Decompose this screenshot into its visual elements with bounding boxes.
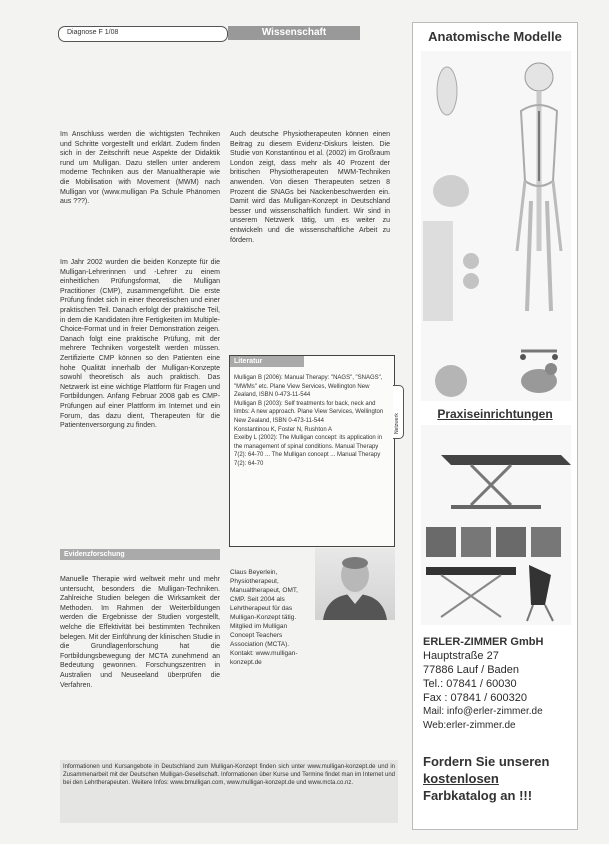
col2-paragraph-1: Auch deutsche Physiotherapeuten können einen Beitrag zu diesem Evidenz-Diskurs leisten. Die Studie von Konstantinou et al. (2002) im Großraum London zeigt, dass mehr als 40 Prozent der britischen Physiotherapeuten MWM-Techniken anwenden. Von diesen Therapeuten setzen 8 Prozent die SNAGs bei Nackenbeschwerden ein. Damit wird das Mulligan-Konzept in Deutschland besser und wissenschaftlich fundiert. Wir sind in unserem Netzwerk tätig, um es weiter zu entwickeln und die wissenschaftliche Arbeit zu fördern. <box>230 131 390 244</box>
literature-item: Konstantinou K, Foster N, Rushton A <box>234 426 333 433</box>
network-side-tab <box>393 385 404 439</box>
literature-item: Exelby L (2002): The Mulligan concept: its application in the management of spinal conditions. Manual Therapy 7(2): 64-70 ... The Mulligan concept ... Manual Therapy 7(2): 64-70 <box>234 435 383 467</box>
author-caption: Claus Beyerlein, Physiotherapeut, Manualtherapeut, OMT, CMP. Seit 2004 als Lehrtherapeut für das Mulligan-Konzept tätig. Mitglied im Mulligan Concept Teachers Association (MCTA). Kontakt: www.mulligan-konzept.de <box>230 569 298 666</box>
footnote-text: Informationen und Kursangebote in Deutschland zum Mulligan-Konzept finden sich unter www.mulligan-konzept.de und in Zusammenarbeit mit der Deutschen Mulligan-Gesellschaft. Informationen über Kurse und Termine findet man im Internet und bei den Lehrtherapeuten. Weitere Infos: www.bmulligan.com, www.mulligan-konzept.de und www.mcta.co.nz. <box>63 764 395 787</box>
footnote-box <box>60 760 398 823</box>
company-fax: Fax : 07841 / 600320 <box>423 692 527 704</box>
literature-item: Mulligan B (2006): Manual Therapy: "NAGS", "SNAGS", "MWMs" etc. Plane View Services, Wellington New Zealand, ISBN 0-473-11-544 <box>234 375 383 399</box>
company-name: ERLER-ZIMMER GmbH <box>423 636 544 648</box>
evidence-section-bar: Evidenzforschung <box>60 549 220 560</box>
company-website: Web:erler-zimmer.de <box>423 720 516 731</box>
col1-paragraph-1: Im Anschluss werden die wichtigsten Techniken und Schritte vorgestellt und erklärt. Zudem finden sich in der Zeitschrift neue Aspekte der Didaktik rund um Mulligan. Dazu stellen unter anderem moderne Techniken aus der Manualtherapie wie die Mobilisation with Movement (MWM) nach Mulligan vor (www.mulligan Pa Schule Phänomen aus ???). <box>60 131 220 206</box>
company-address <box>423 635 573 733</box>
ad-title-practice: Praxiseinrichtungen <box>437 407 553 421</box>
literature-item: Mulligan B (2003): Self treatments for back, neck and limbs: A new approach. Plane View Services, Wellington New Zealand, ISBN 0-473-11-544 <box>234 400 384 424</box>
network-tab-label: Netzwerk <box>394 413 400 434</box>
cta-line-1: Fordern Sie unseren <box>423 754 550 769</box>
author-caption-part <box>230 568 310 666</box>
journal-issue-label: Diagnose F 1/08 <box>67 29 119 36</box>
col1-paragraph-3: Manuelle Therapie wird weltweit mehr und mehr untersucht, besonders die Mulligan-Techniken. Zahlreiche Studien belegen die Wirksamkeit der Methoden. Im Rahmen der Weiterbildungen werden die Ergebnisse der Studien vorgestellt, welche die Effektivität bei bestimmten Techniken belegen. Mit der Einführung der klinischen Studie in die Grundlagenforschung hat die Fortbildungsbewegung der MCTA zunehmend an Bedeutung gewonnen. Forschungszentren in Australien und Neuseeland überprüfen die Verfahren. <box>60 576 220 689</box>
literature-title: Literatur <box>230 356 304 367</box>
author-photo <box>315 548 395 620</box>
company-street: Hauptstraße 27 <box>423 650 499 662</box>
catalog-call-to-action <box>423 753 573 804</box>
literature-box <box>229 355 395 547</box>
company-phone: Tel.: 07841 / 60030 <box>423 678 517 690</box>
literature-list <box>234 374 390 542</box>
company-email: Mail: info@erler-zimmer.de <box>423 706 543 717</box>
advertisement <box>412 22 578 830</box>
section-title: Wissenschaft <box>228 26 360 40</box>
anatomy-models-photo <box>421 51 571 401</box>
company-city: 77886 Lauf / Baden <box>423 664 520 676</box>
cta-line-2: kostenlosen <box>423 771 499 786</box>
practice-furniture-photo <box>421 425 571 625</box>
cta-line-3: Farbkatalog an !!! <box>423 788 533 803</box>
ad-title-models: Anatomische Modelle <box>428 29 562 44</box>
col1-paragraph-2: Im Jahr 2002 wurden die beiden Konzepte für die Mulligan-Lehrerinnen und -Lehrer zu einem einheitlichen Prüfungsformat, die Mulligan Practitioner (CMP), zusammengeführt. Die erste Prüfung findet sich in einer theoretischen und einer praktischen Teil. Danach erfolgt der praktische Teil, in dem die Kandidaten ihre Fertigkeiten im Multiple-Choice-Format und in freier Demonstration zeigen. Danach folgt eine praktische Prüfung, mit der mehrere Techniken vorgestellt werden müssen. Zertifizierte CMP können so den Patienten eine hohe Qualität innerhalb der Mulligan-Konzepte sowohl theoretisch als auch praktisch. Das Netzwerk ist eine wichtige Plattform für Fragen und Fortbildungen. Anfang Februar 2008 gab es CMP-Prüfungen auf einer Plattform im Internet und ein Forum, das dazu dient, Therapeuten für die Patientenversorgung zu finden. <box>60 259 220 430</box>
journal-header-pill <box>58 26 228 42</box>
